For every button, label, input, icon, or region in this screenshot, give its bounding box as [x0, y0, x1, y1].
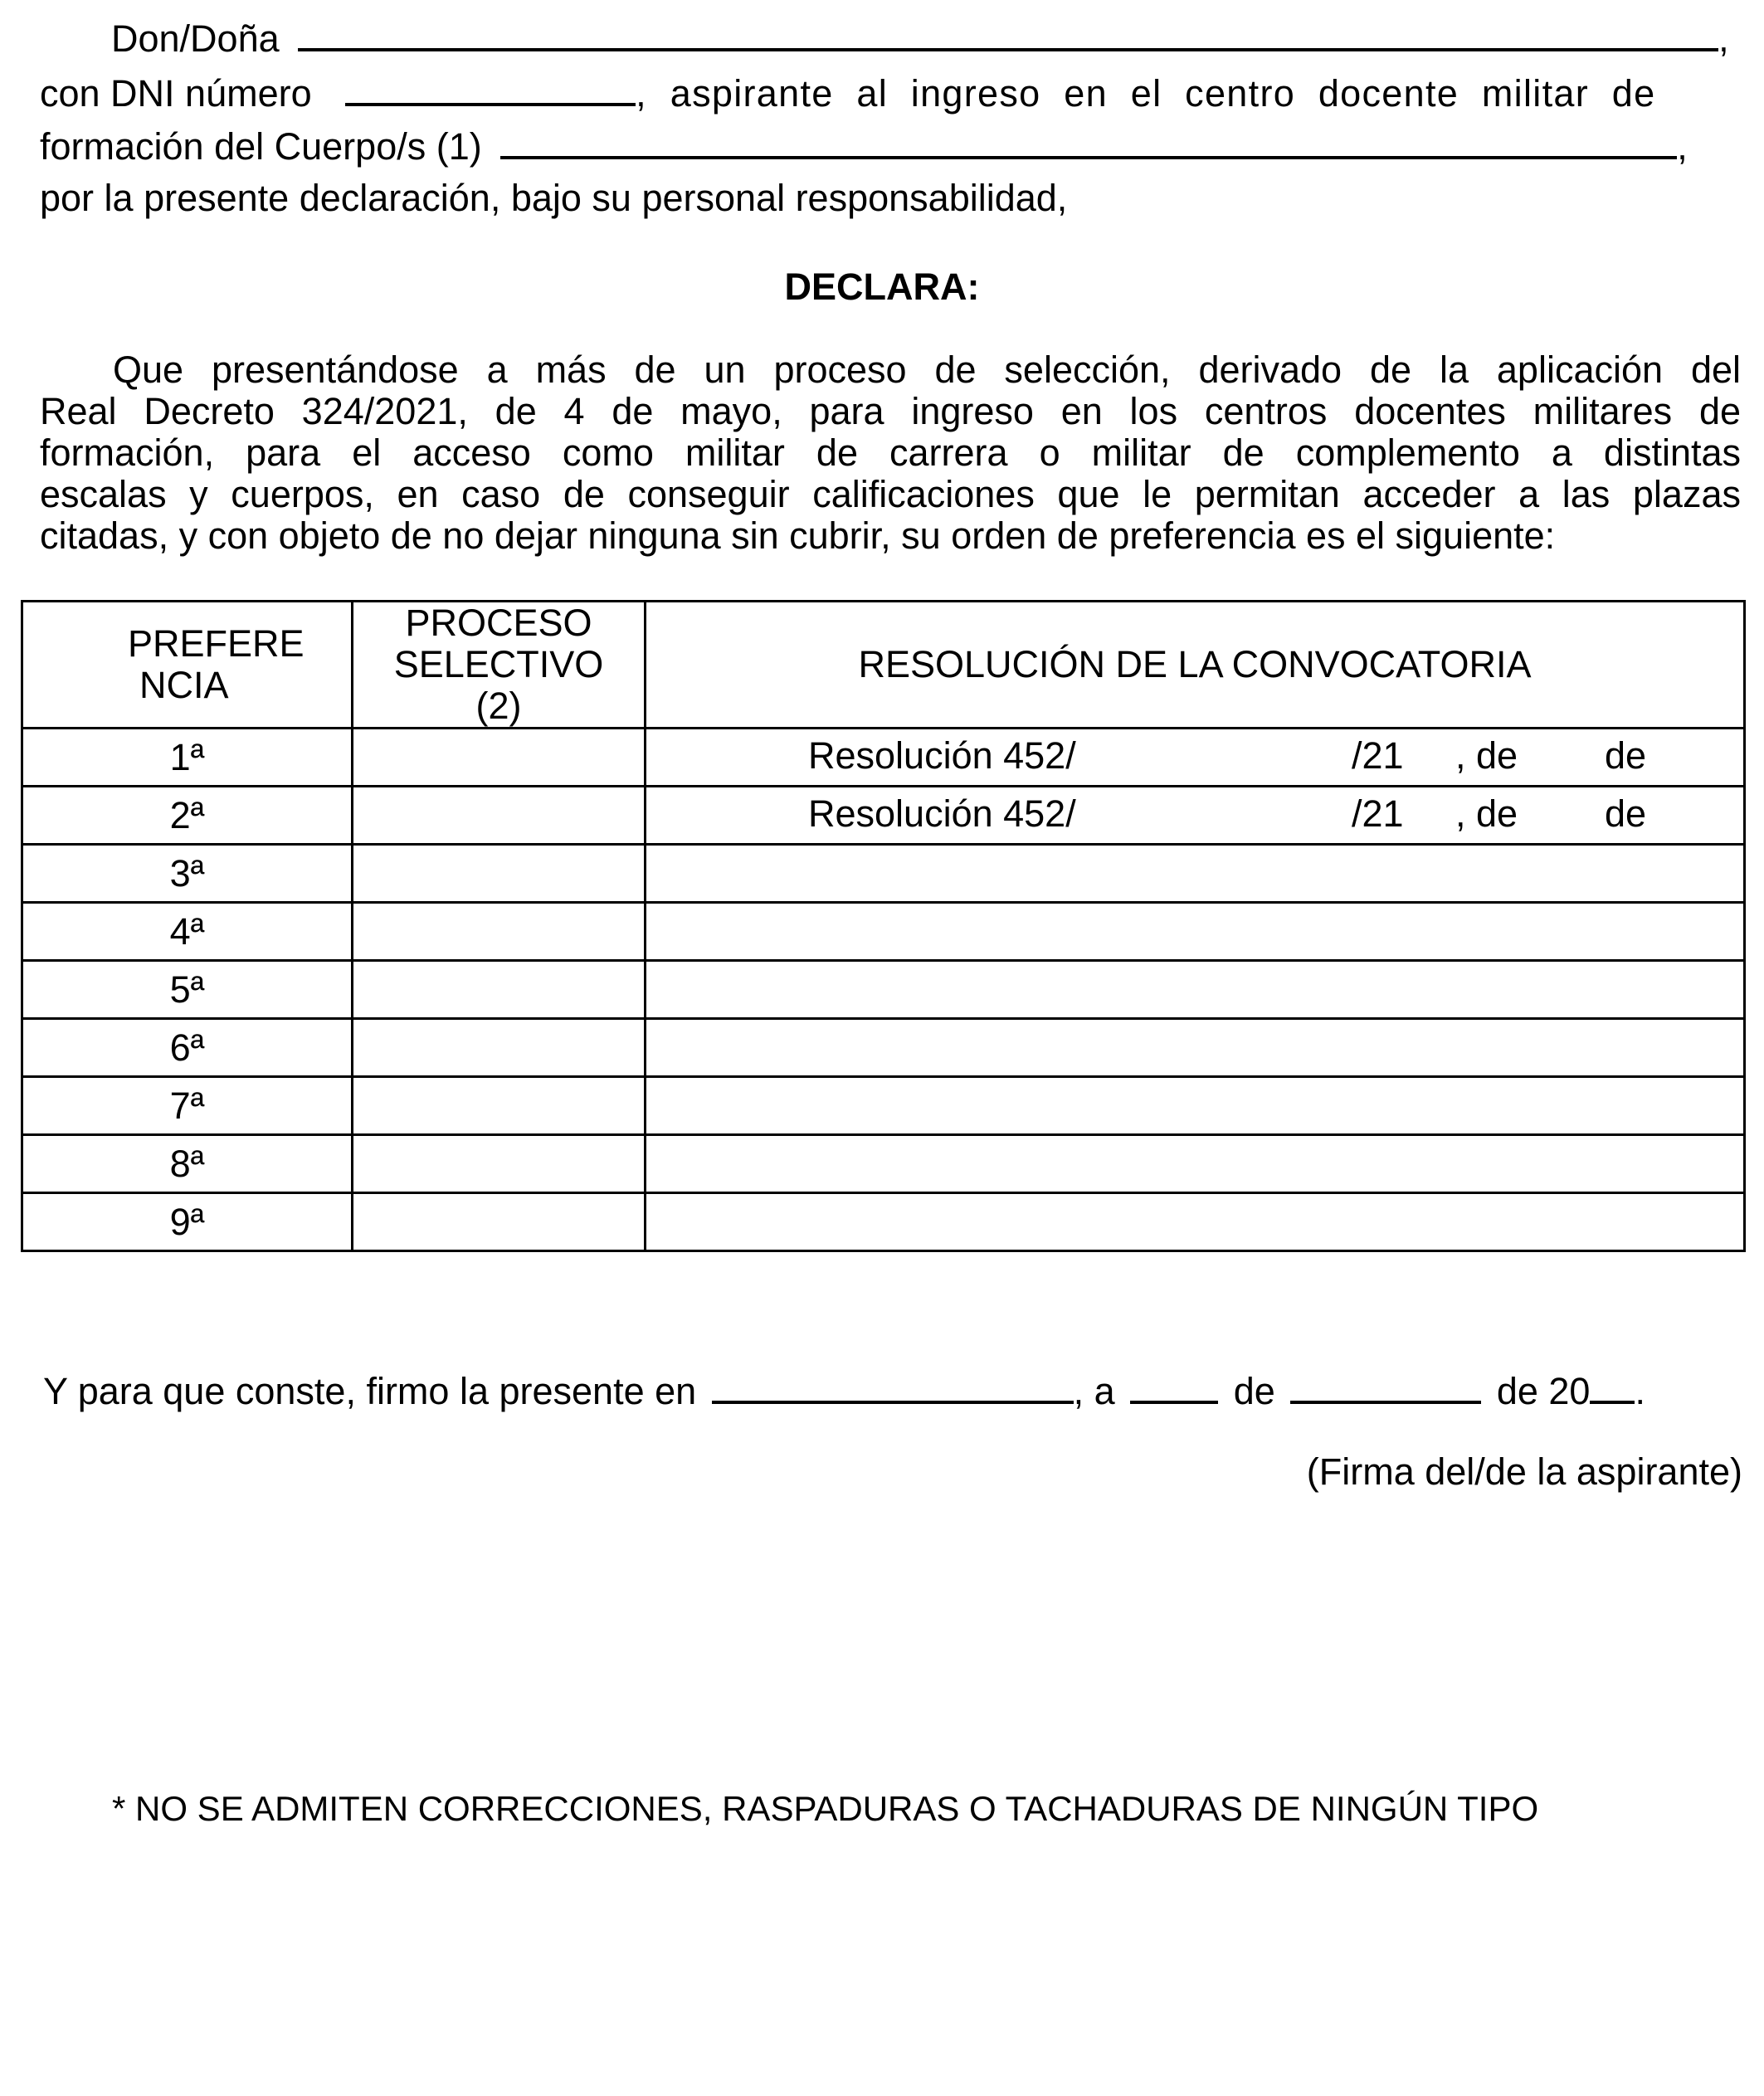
resolution-prefix: Resolución 452/: [808, 734, 1076, 777]
preference-number: 5ª: [22, 961, 353, 1019]
process-cell[interactable]: [353, 845, 646, 903]
header-resolucion: RESOLUCIÓN DE LA CONVOCATORIA: [646, 602, 1745, 729]
table-row: [22, 845, 1745, 903]
process-cell[interactable]: [353, 1077, 646, 1135]
dni-line: [40, 66, 1741, 119]
preference-table: [21, 600, 1746, 1252]
aspirante-text: , aspirante al ingreso en el centro docente militar de: [636, 72, 1656, 115]
presente-line: por la presente declaración, bajo su personal responsabilidad,: [40, 177, 1068, 219]
resolution-year: /21: [1352, 792, 1404, 835]
signature-caption: (Firma del/de la aspirante): [1306, 1450, 1742, 1493]
declara-title: DECLARA:: [784, 266, 980, 308]
preference-number: 9ª: [22, 1193, 353, 1251]
process-cell[interactable]: [353, 1193, 646, 1251]
table-row: [22, 1077, 1745, 1135]
table-row: [22, 1193, 1745, 1251]
resolution-cell[interactable]: [646, 1019, 1745, 1077]
table-row: [22, 903, 1745, 961]
table-row: [22, 787, 1745, 845]
resolution-cell[interactable]: [646, 729, 1745, 787]
resolution-cell[interactable]: [646, 1077, 1745, 1135]
resolution-year: /21: [1352, 734, 1404, 777]
formacion-line: formación del Cuerpo/s (1) ,: [40, 119, 1741, 172]
table-row: [22, 1019, 1745, 1077]
process-cell[interactable]: [353, 903, 646, 961]
preference-number: 1ª: [22, 729, 353, 787]
paragraph-line: citadas, y con objeto de no dejar ninguna sin cubrir, su orden de preferencia es el siguiente:: [40, 514, 1556, 557]
resolution-cell[interactable]: [646, 961, 1745, 1019]
paragraph-line: escalas y cuerpos, en caso de conseguir calificaciones que le permitan acceder a las plazas: [40, 473, 1741, 515]
dni-field[interactable]: [345, 66, 636, 106]
table-header-row: [22, 602, 1745, 729]
preference-number: 4ª: [22, 903, 353, 961]
resolution-de: , de: [1455, 792, 1518, 835]
closing-text: Y para que conste, firmo la presente en: [43, 1370, 697, 1412]
paragraph-line: Que presentándose a más de un proceso de selección, derivado de la aplicación del: [113, 349, 1741, 391]
paragraph-line: formación, para el acceso como militar de carrera o militar de complemento a distintas: [40, 431, 1741, 474]
header-proceso-selectivo: PROCESO SELECTIVO (2): [353, 602, 646, 729]
process-cell[interactable]: [353, 961, 646, 1019]
declaration-paragraph: [40, 349, 1741, 557]
footer-note: * NO SE ADMITEN CORRECCIONES, RASPADURAS O TACHADURAS DE NINGÚN TIPO: [112, 1789, 1539, 1828]
resolution-de: , de: [1455, 734, 1518, 777]
closing-line: Y para que conste, firmo la presente en , a de de 20 .: [43, 1364, 1744, 1416]
preference-number: 8ª: [22, 1135, 353, 1193]
resolution-cell[interactable]: [646, 1135, 1745, 1193]
table-row: [22, 961, 1745, 1019]
preference-number: 2ª: [22, 787, 353, 845]
place-field[interactable]: [712, 1364, 1074, 1404]
resolution-cell[interactable]: [646, 903, 1745, 961]
resolution-prefix: Resolución 452/: [808, 792, 1076, 835]
preference-number: 6ª: [22, 1019, 353, 1077]
cuerpo-field[interactable]: [500, 119, 1677, 159]
year-field[interactable]: [1590, 1364, 1635, 1404]
process-cell[interactable]: [353, 1135, 646, 1193]
resolution-de: de: [1605, 734, 1647, 777]
table-row: [22, 729, 1745, 787]
paragraph-line: Real Decreto 324/2021, de 4 de mayo, para ingreso en los centros docentes militares de: [40, 390, 1741, 432]
header-preferencia: PREFERE NCIA: [22, 602, 353, 729]
month-field[interactable]: [1290, 1364, 1481, 1404]
process-cell[interactable]: [353, 1019, 646, 1077]
resolution-de: de: [1605, 792, 1647, 835]
table-row: [22, 1135, 1745, 1193]
resolution-cell[interactable]: [646, 845, 1745, 903]
process-cell[interactable]: [353, 787, 646, 845]
resolution-cell[interactable]: [646, 787, 1745, 845]
formacion-label: formación del Cuerpo/s (1): [40, 125, 482, 168]
don-dona-line: Don/Doña ,: [40, 12, 1741, 64]
don-dona-label: Don/Doña: [111, 17, 280, 60]
resolution-cell[interactable]: [646, 1193, 1745, 1251]
preference-number: 3ª: [22, 845, 353, 903]
name-field[interactable]: [298, 12, 1718, 51]
day-field[interactable]: [1130, 1364, 1218, 1404]
process-cell[interactable]: [353, 729, 646, 787]
preference-number: 7ª: [22, 1077, 353, 1135]
dni-label: con DNI número: [40, 72, 312, 115]
